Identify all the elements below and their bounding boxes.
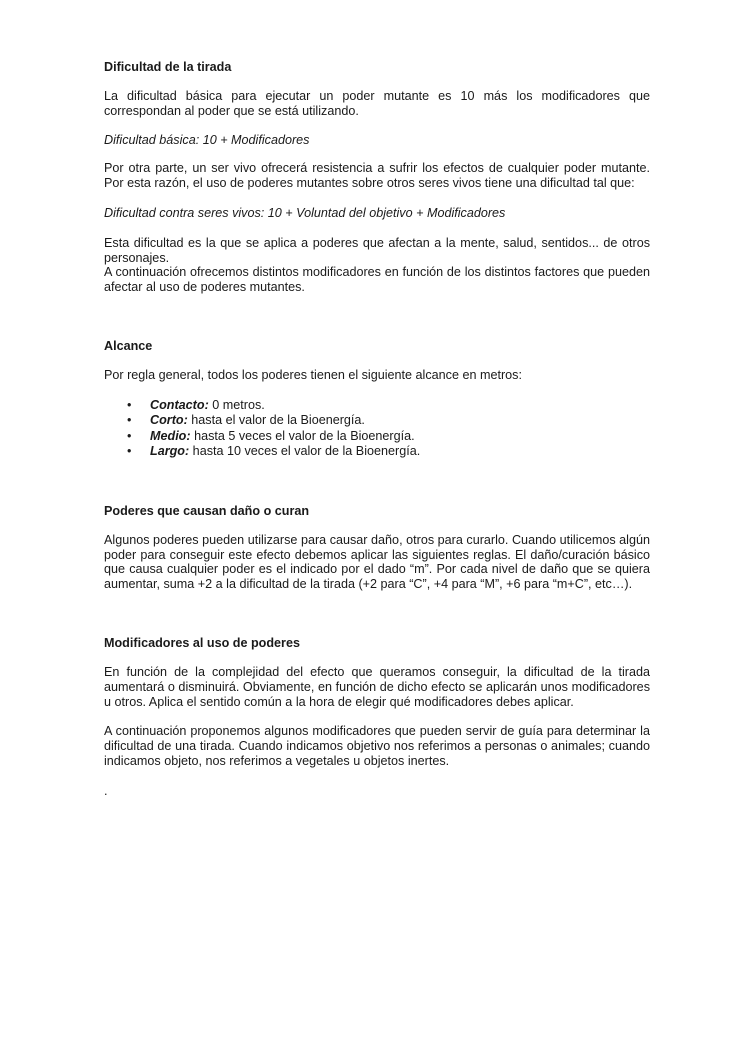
alcance-item-corto bbox=[104, 413, 650, 429]
heading-alcance: Alcance bbox=[104, 338, 153, 353]
alcance-item-contacto bbox=[104, 398, 650, 414]
alcance-term: Corto: bbox=[150, 413, 188, 428]
modificadores-paragraph-1: En función de la complejidad del efecto que queramos conseguir, la dificultad de la tirada aumentará o disminuirá. Obviamente, en función de dicho efecto se aplicarán unos modificadores u otros. Aplica el sentido común a la hora de elegir qué modificadores debes aplicar. bbox=[104, 664, 650, 709]
trailing-period: . bbox=[104, 783, 108, 798]
bullet-icon: • bbox=[127, 413, 132, 428]
alcance-term: Contacto: bbox=[150, 397, 209, 412]
bullet-icon: • bbox=[127, 428, 132, 443]
dificultad-formula-basica: Dificultad básica: 10 + Modificadores bbox=[104, 132, 310, 147]
dificultad-formula-seres-vivos: Dificultad contra seres vivos: 10 + Voluntad del objetivo + Modificadores bbox=[104, 205, 506, 220]
alcance-item-largo bbox=[104, 444, 650, 460]
alcance-item-medio bbox=[104, 429, 650, 445]
alcance-term: Medio: bbox=[150, 428, 191, 443]
alcance-intro: Por regla general, todos los poderes tienen el siguiente alcance en metros: bbox=[104, 367, 522, 382]
heading-modificadores: Modificadores al uso de poderes bbox=[104, 635, 300, 650]
dificultad-paragraph-3b: A continuación ofrecemos distintos modificadores en función de los distintos factores que pueden afectar al uso de poderes mutantes. bbox=[104, 265, 650, 295]
bullet-icon: • bbox=[127, 444, 132, 459]
alcance-text: hasta 5 veces el valor de la Bioenergía. bbox=[190, 428, 415, 443]
dificultad-paragraph-2: Por otra parte, un ser vivo ofrecerá resistencia a sufrir los efectos de cualquier poder mutante. Por esta razón, el uso de poderes mutantes sobre otros seres vivos tiene una dificultad tal que: bbox=[104, 161, 650, 191]
alcance-text: hasta el valor de la Bioenergía. bbox=[187, 413, 365, 428]
heading-dano: Poderes que causan daño o curan bbox=[104, 503, 310, 518]
dificultad-paragraph-3a: Esta dificultad es la que se aplica a poderes que afectan a la mente, salud, sentidos... de otros personajes. bbox=[104, 235, 650, 265]
alcance-list bbox=[104, 398, 650, 460]
alcance-text: 0 metros. bbox=[208, 397, 265, 412]
document-page bbox=[104, 60, 650, 799]
alcance-text: hasta 10 veces el valor de la Bioenergía. bbox=[189, 444, 421, 459]
heading-dificultad: Dificultad de la tirada bbox=[104, 60, 232, 74]
dano-paragraph: Algunos poderes pueden utilizarse para causar daño, otros para curarlo. Cuando utilicemos algún poder para conseguir este efecto debemos aplicar las siguientes reglas. El daño/curación básico que causa cualquier poder es el indicado por el dado “m”. Por cada nivel de daño que se quiera aumentar, suma +2 a la dificultad de la tirada (+2 para “C”, +4 para “M”, +6 para “m+C”, etc…). bbox=[104, 532, 650, 592]
bullet-icon: • bbox=[127, 397, 132, 412]
modificadores-paragraph-2: A continuación proponemos algunos modificadores que pueden servir de guía para determinar la dificultad de una tirada. Cuando indicamos objetivo nos referimos a personas o animales; cuando indicamos objeto, nos referimos a vegetales u objetos inertes. bbox=[104, 724, 650, 768]
dificultad-paragraph-1: La dificultad básica para ejecutar un poder mutante es 10 más los modificadores que correspondan al poder que se está utilizando. bbox=[104, 89, 650, 118]
alcance-term: Largo: bbox=[150, 444, 190, 459]
